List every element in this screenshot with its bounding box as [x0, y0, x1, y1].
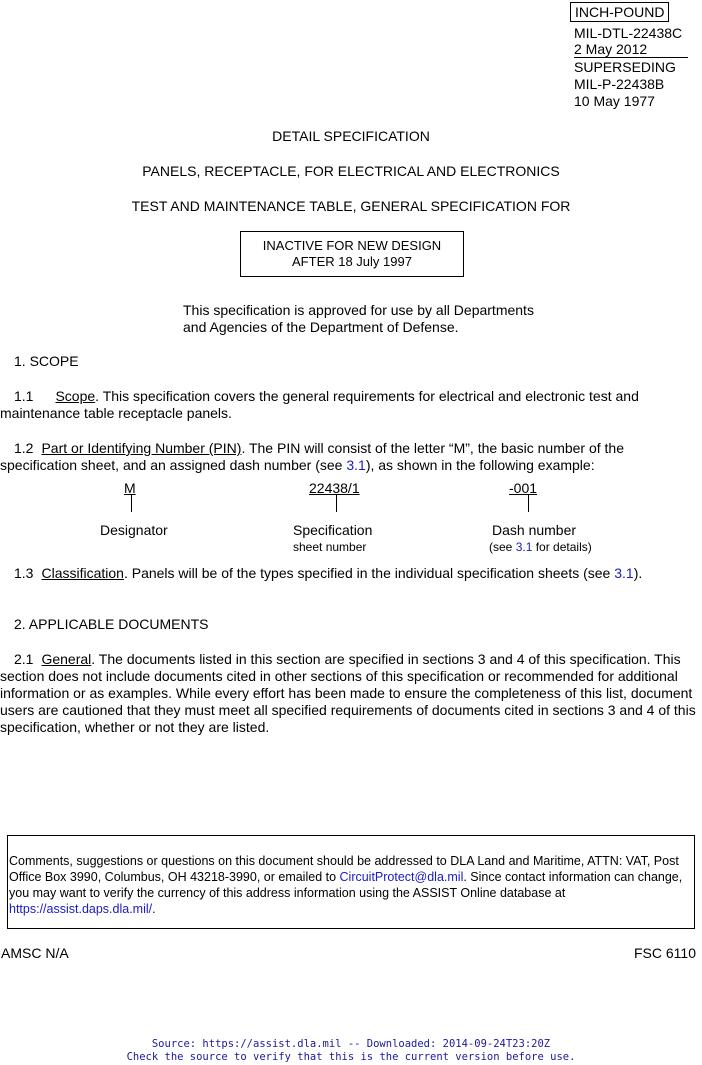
pin-dash-value: -001 — [509, 480, 538, 496]
pin-designator-label: Designator — [100, 522, 168, 538]
spec-title-line2: TEST AND MAINTENANCE TABLE, GENERAL SPECIFICATION FOR — [131, 198, 571, 214]
document-number: MIL-DTL-22438C — [574, 25, 683, 41]
previous-document-date: 10 May 1977 — [574, 93, 655, 109]
paragraph-number: 1.1 — [14, 388, 34, 404]
download-source-line: Source: https://assist.dla.mil -- Downloaded: 2014-09-24T23:20Z — [151, 1038, 551, 1050]
pin-designator-line — [131, 495, 132, 512]
paragraph-number: 1.3 — [14, 565, 34, 581]
inactive-notice-box — [240, 231, 464, 277]
pin-spec-value: 22438/1 — [309, 480, 360, 496]
paragraph-text-end: ). — [633, 565, 643, 581]
paragraph-text: . The documents listed in this section are specified in sections 3 and 4 of this specification. This section does not include documents cited in other sections of this specification or recommended for additional information or as examples. While every effort has been made to ensure the completeness of this list, document users are cautioned that they must meet all specified requirements of documents cited in sections 3 and 4 of this specification, whether or not they are listed. — [0, 651, 696, 735]
approval-statement — [183, 302, 534, 336]
reference-link-3-1[interactable]: 3.1 — [515, 540, 533, 554]
assist-url-link[interactable]: https://assist.daps.dla.mil/ — [9, 902, 153, 916]
spec-title-line1: PANELS, RECEPTACLE, FOR ELECTRICAL AND ELECTRONICS — [142, 163, 560, 179]
paragraph-title: Part or Identifying Number (PIN) — [41, 440, 242, 456]
paragraph-1-2 — [0, 440, 702, 474]
pin-designator-value: M — [124, 480, 136, 496]
paragraph-number: 2.1 — [14, 651, 34, 667]
reference-link-3-1[interactable]: 3.1 — [346, 457, 366, 473]
inch-pound-box: INCH-POUND — [570, 2, 669, 22]
fsc-label: FSC 6110 — [634, 945, 696, 961]
paragraph-text: . The PIN will consist of the letter “M”, the basic number of the specification sheet, and an assigned dash number (see — [0, 440, 625, 473]
paragraph-text: . Panels will be of the types specified in the individual specification sheets (see — [123, 565, 615, 581]
comments-box: Comments, suggestions or questions on this document should be addressed to DLA Land and Maritime, ATTN: VAT, Post Office Box 3990, Columbus, OH 43218-3990, or emailed to CircuitProtect@dla.mil. Since contact information can change, you may want to verify the currency of this address information using the ASSIST Online database at https://assist.daps.dla.mil/. — [7, 835, 695, 929]
paragraph-2-1 — [0, 651, 702, 736]
verify-source-line: Check the source to verify that this is the current version before use. — [126, 1051, 576, 1063]
document-date: 2 May 2012 — [574, 42, 688, 58]
pin-spec-label: Specification — [293, 522, 373, 538]
inactive-line1: INACTIVE FOR NEW DESIGN — [262, 238, 442, 253]
pin-spec-line — [336, 495, 337, 512]
superseding-label: SUPERSEDING — [574, 59, 676, 75]
pin-dash-line — [528, 495, 529, 512]
pin-spec-sublabel: sheet number — [293, 540, 367, 554]
amsc-label: AMSC N/A — [1, 945, 69, 961]
paragraph-title: Classification — [41, 565, 124, 581]
inactive-line2: AFTER 18 July 1997 — [292, 254, 412, 269]
reference-link-3-1[interactable]: 3.1 — [614, 565, 634, 581]
spec-type-title: DETAIL SPECIFICATION — [272, 128, 430, 144]
paragraph-title: Scope — [55, 388, 96, 404]
section-2-heading: 2. APPLICABLE DOCUMENTS — [14, 616, 209, 632]
section-1-heading: 1. SCOPE — [14, 353, 79, 369]
pin-dash-label: Dash number — [492, 522, 577, 538]
paragraph-title: General — [41, 651, 92, 667]
paragraph-1-1 — [0, 388, 702, 422]
paragraph-number: 1.2 — [14, 440, 34, 456]
paragraph-text: . This specification covers the general requirements for electrical and electronic test and maintenance table receptacle panels. — [0, 388, 639, 421]
approval-line2: and Agencies of the Department of Defense. — [183, 319, 459, 335]
approval-line1: This specification is approved for use by all Departments — [183, 302, 534, 318]
paragraph-text-end: ), as shown in the following example: — [365, 457, 595, 473]
pin-dash-sublabel: (see 3.1 for details) — [489, 540, 592, 554]
email-link[interactable]: CircuitProtect@dla.mil — [339, 870, 464, 884]
paragraph-1-3 — [0, 565, 702, 582]
previous-document-number: MIL-P-22438B — [574, 76, 665, 92]
